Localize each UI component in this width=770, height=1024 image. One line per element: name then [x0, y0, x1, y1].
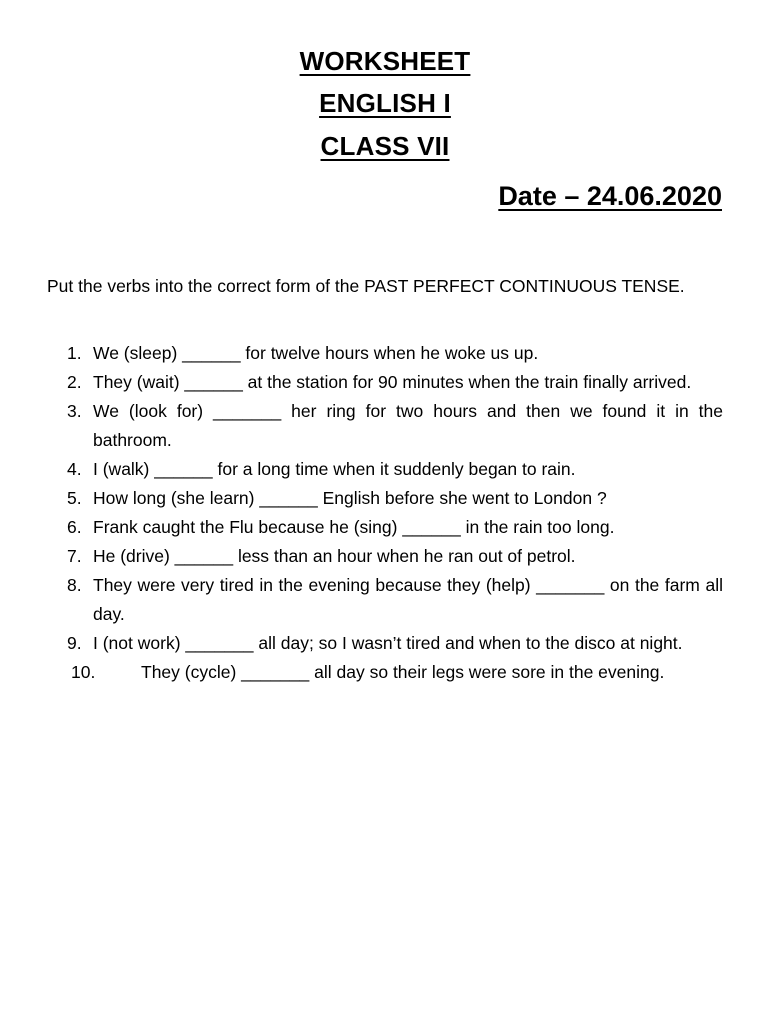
instructions-text: Put the verbs into the correct form of the PAST PERFECT CONTINUOUS TENSE. [47, 276, 685, 296]
subject-heading: ENGLISH I [319, 88, 451, 118]
question-number: 9. [67, 633, 82, 653]
question-text: How long (she learn) ______ English before she went to London ? [93, 488, 607, 508]
question-item [47, 484, 723, 513]
question-number: 6. [67, 517, 82, 537]
question-item [47, 571, 723, 629]
worksheet-title: WORKSHEET [299, 46, 471, 76]
question-item [47, 397, 723, 455]
question-text: I (walk) ______ for a long time when it suddenly began to rain. [93, 459, 576, 479]
question-text: Frank caught the Flu because he (sing) ______ in the rain too long. [93, 517, 615, 537]
question-number: 3. [67, 401, 82, 421]
question-number: 5. [67, 488, 82, 508]
question-item [47, 513, 723, 542]
question-text: I (not work) _______ all day; so I wasn’t tired and when to the disco at night. [93, 633, 683, 653]
question-item [47, 658, 723, 687]
question-item [47, 629, 723, 658]
question-text: We (look for) _______ her ring for two hours and then we found it in the bathroom. [93, 401, 723, 450]
question-text: They (wait) ______ at the station for 90 minutes when the train finally arrived. [93, 372, 692, 392]
question-number: 2. [67, 372, 82, 392]
date-heading: Date – 24.06.2020 [498, 181, 722, 211]
question-item [47, 542, 723, 571]
question-item [47, 339, 723, 368]
question-list [47, 339, 723, 687]
question-item [47, 455, 723, 484]
question-text: They (cycle) _______ all day so their legs were sore in the evening. [141, 662, 665, 682]
question-item [47, 368, 723, 397]
question-number: 1. [67, 343, 82, 363]
question-number: 4. [67, 459, 82, 479]
question-number: 8. [67, 575, 82, 595]
question-number: 7. [67, 546, 82, 566]
question-text: He (drive) ______ less than an hour when he ran out of petrol. [93, 546, 576, 566]
class-heading: CLASS VII [320, 131, 450, 161]
question-text: We (sleep) ______ for twelve hours when he woke us up. [93, 343, 539, 363]
question-number: 10. [71, 662, 96, 682]
question-text: They were very tired in the evening because they (help) _______ on the farm all day. [93, 575, 723, 624]
